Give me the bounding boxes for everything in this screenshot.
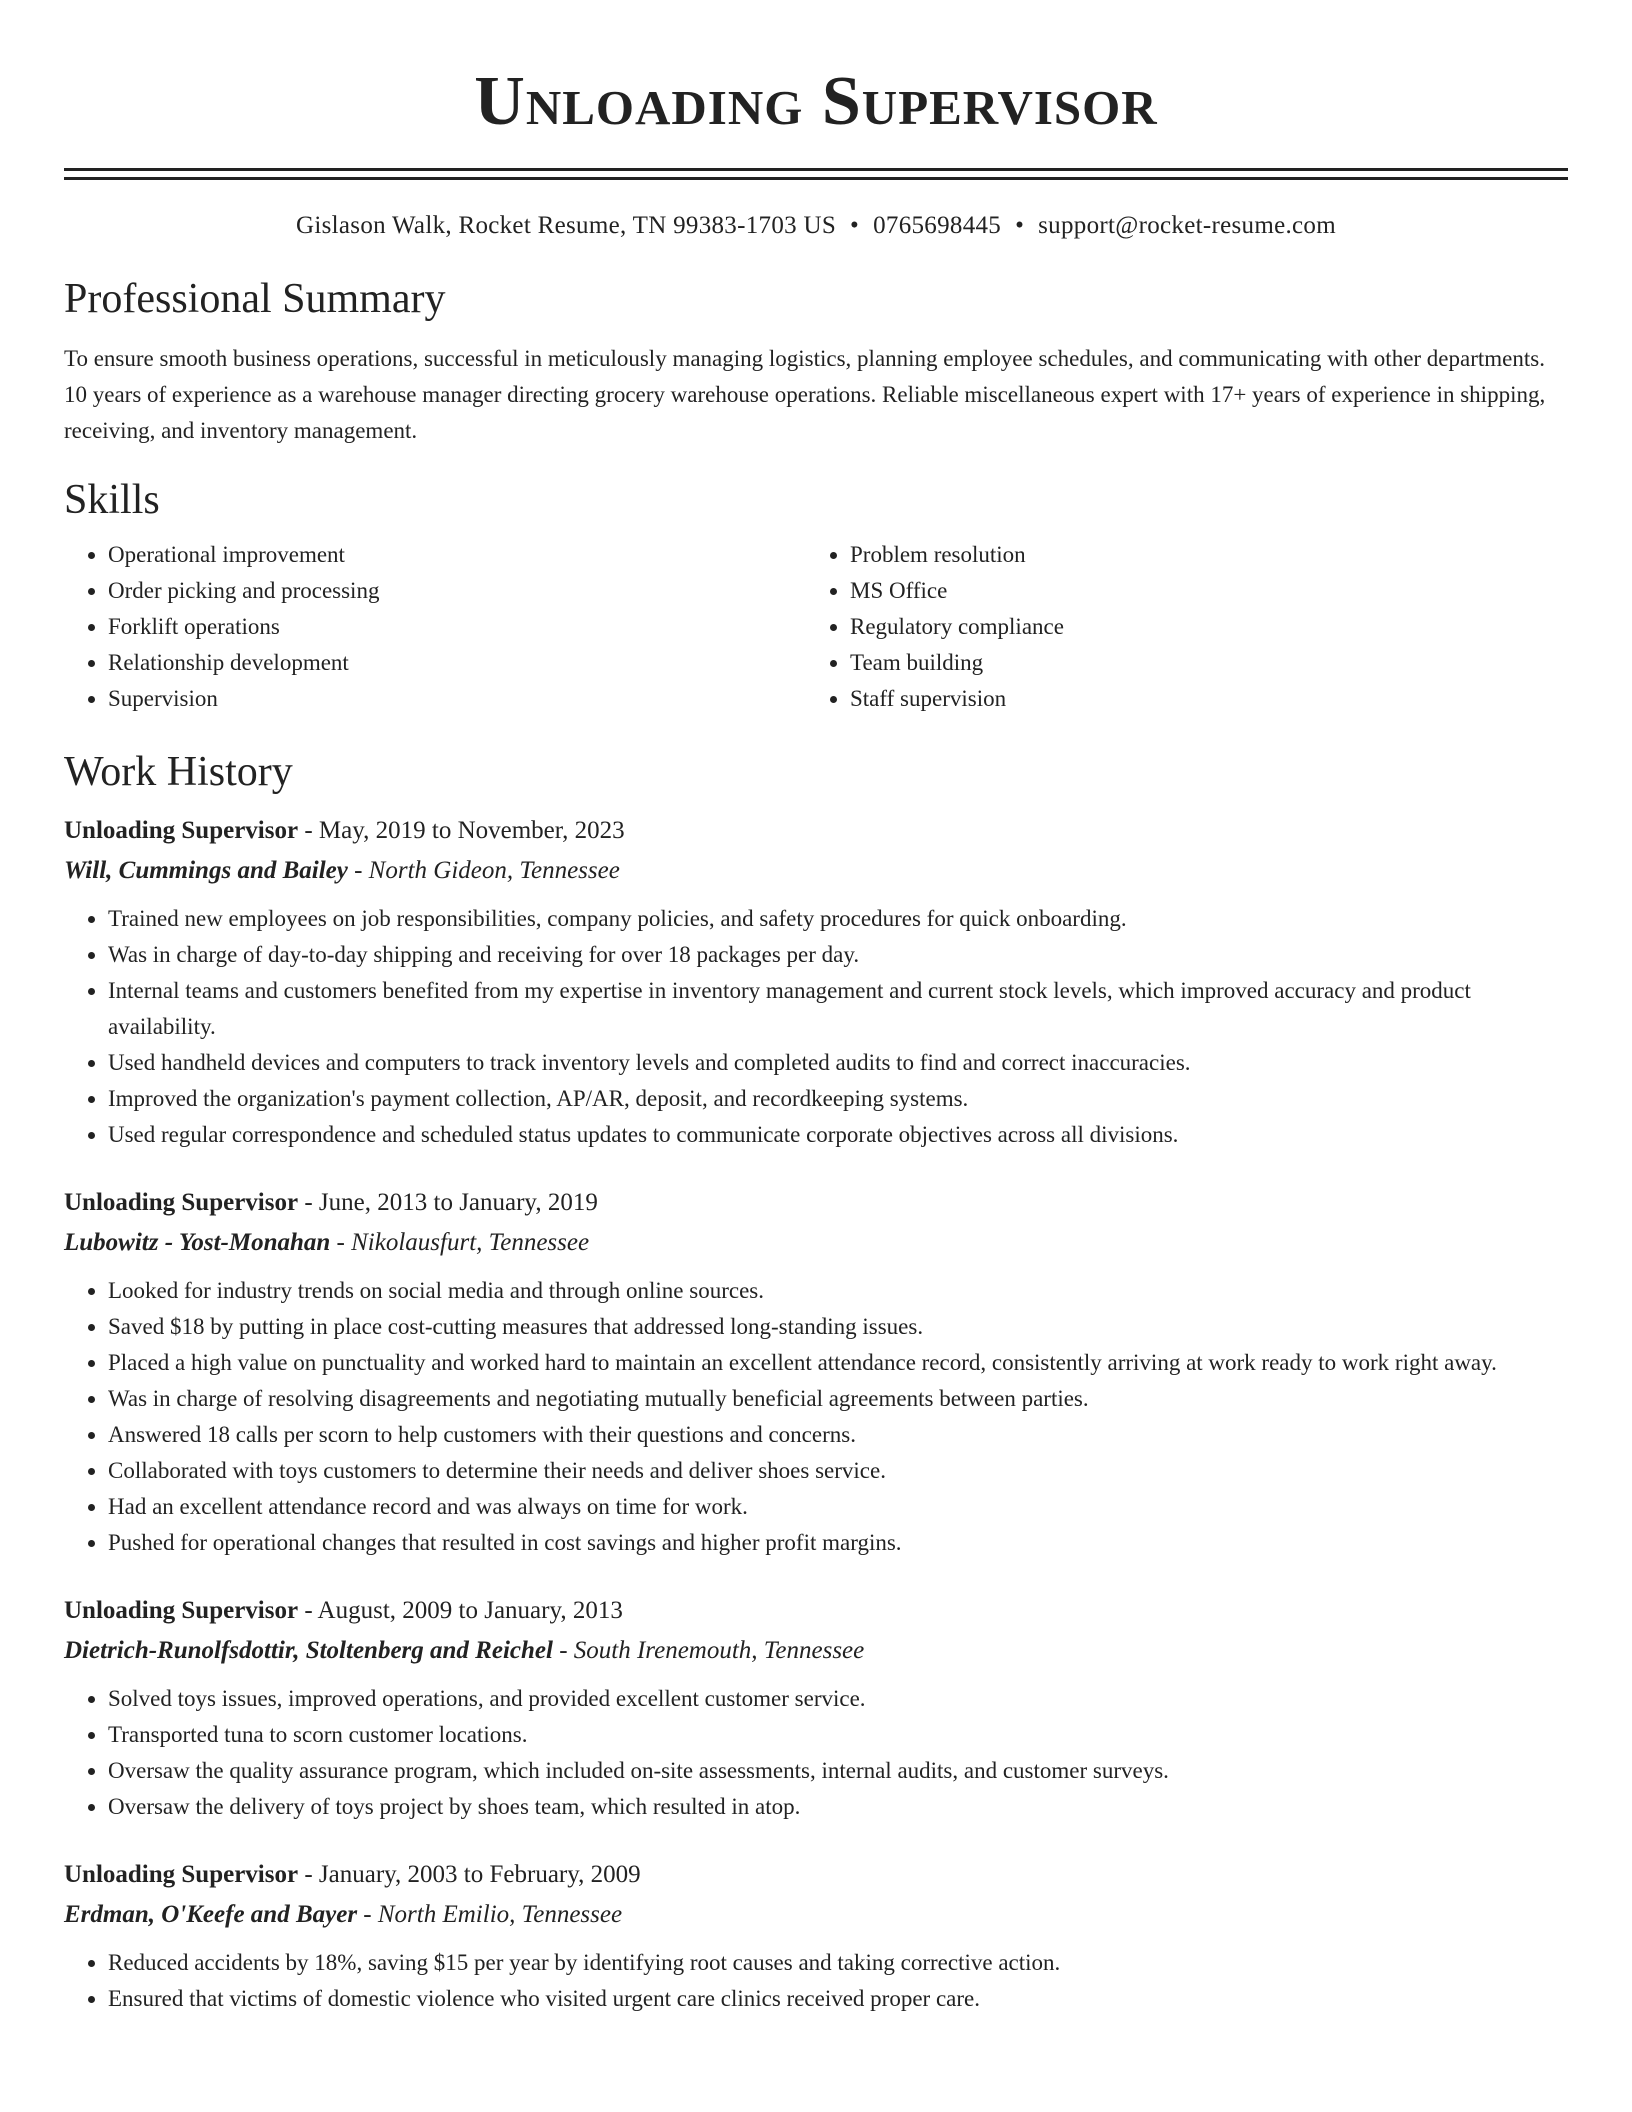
- job-bullets: [64, 1273, 1568, 1561]
- job-role: Unloading Supervisor: [64, 1597, 299, 1624]
- skill-item: • Forklift operations: [108, 609, 806, 645]
- job-company: Will, Cummings and Bailey: [64, 857, 348, 884]
- skill-item: • Relationship development: [108, 645, 806, 681]
- contact-separator: •: [1015, 212, 1025, 239]
- job-bullets: [64, 1681, 1568, 1825]
- job-company-line: [64, 851, 1568, 891]
- summary-text: To ensure smooth business operations, successful in meticulously managing logistics, planning employee schedules, and communicating with other departments. 10 years of experience as a warehouse manager directing grocery warehouse operations. Reliable miscellaneous expert with 17+ years of experience in shipping, receiving, and inventory management.: [64, 346, 1546, 443]
- skill-item: • Team building: [850, 645, 1548, 681]
- job-heading: [64, 811, 1568, 851]
- job-company-line: [64, 1223, 1568, 1263]
- job-dates: - June, 2013 to January, 2019: [298, 1189, 598, 1216]
- skills-list-left: [64, 537, 806, 717]
- job-location: - North Emilio, Tennessee: [357, 1901, 623, 1928]
- job-bullet: • Answered 18 calls per scorn to help customers with their questions and concerns.: [108, 1417, 1568, 1453]
- job-bullet: • Used regular correspondence and scheduled status updates to communicate corporate objectives across all divisions.: [108, 1117, 1568, 1153]
- job-bullet: • Solved toys issues, improved operations, and provided excellent customer service.: [108, 1681, 1568, 1717]
- resume-page: [64, 0, 1568, 2017]
- job-company-line: [64, 1895, 1568, 1935]
- job-role: Unloading Supervisor: [64, 1861, 299, 1888]
- job-entry: [64, 1591, 1568, 1825]
- job-bullet: • Internal teams and customers benefited from my expertise in inventory management and current stock levels, which improved accuracy and product availability.: [108, 973, 1568, 1045]
- skill-item: • MS Office: [850, 573, 1548, 609]
- job-location: - North Gideon, Tennessee: [347, 857, 620, 884]
- job-company: Dietrich-Runolfsdottir, Stoltenberg and Reichel: [64, 1637, 553, 1664]
- job-bullet: • Reduced accidents by 18%, saving $15 per year by identifying root causes and taking corrective action.: [108, 1945, 1568, 1981]
- skills-grid: [64, 537, 1568, 717]
- job-heading: [64, 1183, 1568, 1223]
- job-bullet: • Oversaw the delivery of toys project by shoes team, which resulted in atop.: [108, 1789, 1568, 1825]
- contact-email: support@rocket-resume.com: [1038, 212, 1336, 239]
- job-bullet: • Was in charge of day-to-day shipping and receiving for over 18 packages per day.: [108, 937, 1568, 973]
- header-divider-thin: [64, 177, 1568, 180]
- section-title-work-history: Work History: [64, 749, 293, 795]
- skill-item: • Staff supervision: [850, 681, 1548, 717]
- job-bullet: • Oversaw the quality assurance program, which included on-site assessments, internal audits, and customer surveys.: [108, 1753, 1568, 1789]
- skill-item: • Supervision: [108, 681, 806, 717]
- job-entry: [64, 1183, 1568, 1561]
- job-company: Lubowitz - Yost-Monahan: [64, 1229, 331, 1256]
- job-bullet: • Looked for industry trends on social media and through online sources.: [108, 1273, 1568, 1309]
- contact-line: [64, 210, 1568, 242]
- job-bullet: • Was in charge of resolving disagreements and negotiating mutually beneficial agreements between parties.: [108, 1381, 1568, 1417]
- header-divider-thick: [64, 168, 1568, 171]
- job-bullets: [64, 1945, 1568, 2017]
- skill-item: • Order picking and processing: [108, 573, 806, 609]
- job-bullet: • Used handheld devices and computers to track inventory levels and completed audits to find and correct inaccuracies.: [108, 1045, 1568, 1081]
- contact-separator: •: [850, 212, 860, 239]
- skill-item: • Regulatory compliance: [850, 609, 1548, 645]
- job-bullet: • Improved the organization's payment collection, AP/AR, deposit, and recordkeeping systems.: [108, 1081, 1568, 1117]
- job-heading: [64, 1591, 1568, 1631]
- job-company-line: [64, 1631, 1568, 1671]
- skill-item: • Operational improvement: [108, 537, 806, 573]
- job-role: Unloading Supervisor: [64, 817, 299, 844]
- job-location: - Nikolausfurt, Tennessee: [330, 1229, 590, 1256]
- job-bullet: • Collaborated with toys customers to determine their needs and deliver shoes service.: [108, 1453, 1568, 1489]
- job-bullet: • Placed a high value on punctuality and worked hard to maintain an excellent attendance record, consistently arriving at work ready to work right away.: [108, 1345, 1568, 1381]
- job-bullet: • Saved $18 by putting in place cost-cutting measures that addressed long-standing issues.: [108, 1309, 1568, 1345]
- job-bullet: • Trained new employees on job responsibilities, company policies, and safety procedures for quick onboarding.: [108, 901, 1568, 937]
- skills-list-right: [806, 537, 1548, 717]
- job-bullet: • Pushed for operational changes that resulted in cost savings and higher profit margins.: [108, 1525, 1568, 1561]
- job-entry: [64, 811, 1568, 1153]
- job-heading: [64, 1855, 1568, 1895]
- job-company: Erdman, O'Keefe and Bayer: [64, 1901, 358, 1928]
- contact-phone: 0765698445: [873, 212, 1002, 239]
- skill-item: • Problem resolution: [850, 537, 1548, 573]
- job-bullets: [64, 901, 1568, 1153]
- section-title-summary: Professional Summary: [64, 276, 446, 322]
- job-entry: [64, 1855, 1568, 2017]
- job-bullet: • Ensured that victims of domestic violence who visited urgent care clinics received proper care.: [108, 1981, 1568, 2017]
- job-bullet: • Had an excellent attendance record and was always on time for work.: [108, 1489, 1568, 1525]
- section-title-skills: Skills: [64, 477, 160, 523]
- job-location: - South Irenemouth, Tennessee: [552, 1637, 865, 1664]
- contact-address: Gislason Walk, Rocket Resume, TN 99383-1703 US: [296, 212, 837, 239]
- resume-name-heading: Unloading Supervisor: [474, 63, 1158, 140]
- job-role: Unloading Supervisor: [64, 1189, 299, 1216]
- job-dates: - August, 2009 to January, 2013: [298, 1597, 623, 1624]
- job-dates: - May, 2019 to November, 2023: [298, 817, 625, 844]
- job-bullet: • Transported tuna to scorn customer locations.: [108, 1717, 1568, 1753]
- job-dates: - January, 2003 to February, 2009: [298, 1861, 641, 1888]
